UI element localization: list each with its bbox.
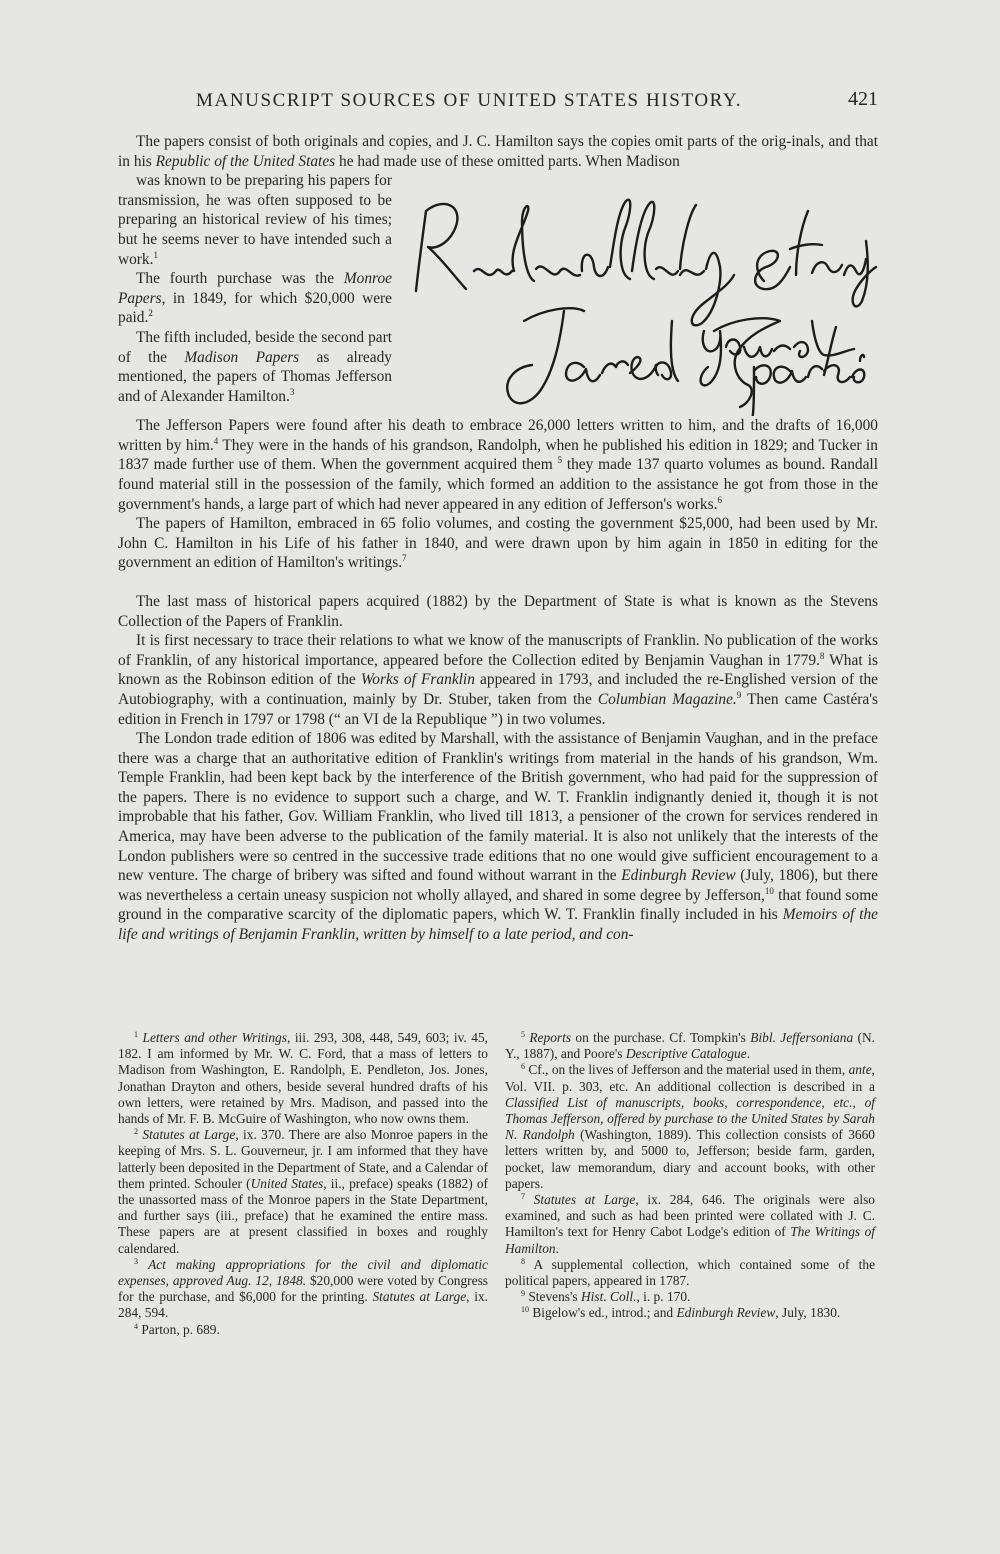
footnotes-left-column [118, 1030, 488, 1338]
footnote-10: $^{10}$ Bigelow's ed., introd.; and Edinburgh Review, July, 1830. [521, 1305, 841, 1321]
footnote-7: $^7$ Statutes at Large, ix. 284, 646. The originals were also examined, and such as had been printed were collated with J. C. Hamilton's text for Henry Cabot Lodge's edition of The Writings of Hamilton. [505, 1192, 875, 1256]
paragraph-london-edition: The London trade edition of 1806 was edited by Marshall, with the assistance of Benjamin Vaughan, and in the preface there was a charge that an authoritative edition of Franklin's writings from material in the hands of his grandson, Wm. Temple Franklin, had been kept back by the interference of the British government, who had paid for the suppression of the papers. There is no evidence to support such a charge, and W. T. Franklin indignantly denied it, though it is not improbable that his father, Gov. William Franklin, who lived till 1813, a pensioner of the crown for services rendered in America, may have been adverse to the publication of the family material. It is also not unlikely that the interests of the London publishers were so centred in the successive trade editions that no one would give sufficient encouragement to a new venture. The charge of bribery was sifted and found without warrant in the Edinburgh Review (July, 1806), but there was nevertheless a certain uneasy suspicion not wholly allayed, and shared in some degree by Jefferson,$^{10}$ that found some ground in the comparative scarcity of the diplomatic papers, which W. T. Franklin finally included in his Memoirs of the life and writings of Benjamin Franklin, written by himself to a late period, and con- [118, 730, 879, 944]
paragraph-franklin-manuscripts: It is first necessary to trace their relations to what we know of the manuscripts of Franklin. No publication of the works of Franklin, of any historical importance, appeared before the Collection edited by Benjamin Vaughan in 1779.$^8$ What is known as the Robinson edition of the Works of Franklin appeared in 1793, and included the re-Englished version of the Autobiography, with a continuation, mainly by Dr. Stuber, taken from the Columbian Magazine.$^9$ Then came Castéra's edition in French in 1797 or 1798 (“ an VI de la Republique ”) in two volumes. [118, 632, 879, 728]
paragraph-originals: The papers consist of both originals and copies, and J. C. Hamilton says the copies omit parts of the orig-inals, and that in his Republic of the United States he had made use of these omitted parts. When Madison [118, 133, 878, 170]
paragraph-monroe-purchase: The fourth purchase was the Monroe Papers, in 1849, for which $20,000 were paid.$^2$ [118, 270, 392, 327]
footnote-8: $^8$ A supplemental collection, which contained some of the political papers, appeared in 1787. [505, 1256, 876, 1289]
footnote-1: $^1$ Letters and other Writings, iii. 293, 308, 448, 549, 603; iv. 45, 182. I am informed by Mr. W. C. Ford, that a mass of letters to Madison from Washington, E. Randolph, E. Pendleton, Jos. Jones, Jonathan Drayton and others, beside several hundred drafts of his own letters, were retained by Mrs. Madison, and passed into the hands of Mr. F. B. McGuire of Washington, who now owns them. [118, 1030, 489, 1127]
footnote-4: $^4$ Parton, p. 689. [134, 1321, 220, 1337]
footnote-2: $^2$ Statutes at Large, ix. 370. There are also Monroe papers in the keeping of Mrs. S. L. Gouverneur, jr. I am informed that they have latterly been deposited in the Department of State, and a Calendar of them printed. Schouler (United States, ii., preface) speaks (1882) of the unassorted mass of the Monroe papers in the State Department, and further says (iii., preface) that he examined the entire mass. These papers are at present classified in boxes and roughly calendared. [118, 1127, 489, 1256]
paragraph-madison-review: was known to be preparing his papers for transmission, he was often supposed to be preparing an historical review of his times; but he seems never to have intended such a work.$^1$ [118, 172, 392, 268]
footnote-6: $^6$ Cf., on the lives of Jefferson and the material used in them, ante, Vol. VII. p. 303, etc. An additional collection is described in a Classified List of manuscripts, books, correspondence, etc., of Thomas Jefferson, offered by purchase to the United States by Sarah N. Randolph (Washington, 1889). This collection consists of 3660 letters written by, and 5000 to, Jefferson; beside farm, garden, pocket, law memorandum, diary and account books, with other papers. [505, 1062, 875, 1191]
handwritten-signature [404, 171, 878, 416]
page-number: 421 [848, 88, 878, 110]
paragraph-stevens-collection: The last mass of historical papers acquired (1882) by the Department of State is what is known as the Stevens Collection of the Papers of Franklin. [118, 592, 878, 630]
paragraph-fifth-purchase: The fifth included, beside the second part of the Madison Papers as already mentioned, the papers of Thomas Jefferson and of Alexander Hamilton.$^3$ [118, 328, 392, 405]
signature-image [404, 171, 878, 416]
paragraph-jefferson-papers: The Jefferson Papers were found after his death to embrace 26,000 letters written to him, and the drafts of 16,000 written by him.$^4$ They were in the hands of his grandson, Randolph, when he published his edition in 1829; and Tucker in 1837 made further use of them. When the government acquired them $^5$ they made 137 quarto volumes as bound. Randall found material still in the possession of the family, which formed an addition to the assistance he got from those in the government's hands, a large part of which had never appeared in any edition of Jefferson's works.$^6$ [118, 417, 878, 513]
footnote-9: $^9$ Stevens's Hist. Coll., i. p. 170. [521, 1289, 691, 1305]
main-text [118, 132, 878, 945]
footnotes-right-column [505, 1030, 875, 1322]
paragraph-hamilton-papers: The papers of Hamilton, embraced in 65 folio volumes, and costing the government $25,000, had been used by Mr. John C. Hamilton in his Life of his father in 1840, and were drawn upon by him again in 1850 in editing for the government an edition of Hamilton's writings.$^7$ [118, 515, 878, 572]
running-header [118, 90, 878, 118]
wrapped-text-column [118, 171, 392, 406]
running-title: MANUSCRIPT SOURCES OF UNITED STATES HISTORY. [196, 90, 743, 111]
footnote-3: $^3$ Act making appropriations for the civil and diplomatic expenses, approved Aug. 12, 1848. $20,000 were voted by Congress for the purchase, and $6,000 for the printing. Statutes at Large, ix. 284, 594. [118, 1256, 488, 1321]
footnote-5: $^5$ Reports on the purchase. Cf. Tompkin's Bibl. Jeffersoniana (N. Y., 1887), and Poore's Descriptive Catalogue. [505, 1030, 875, 1062]
